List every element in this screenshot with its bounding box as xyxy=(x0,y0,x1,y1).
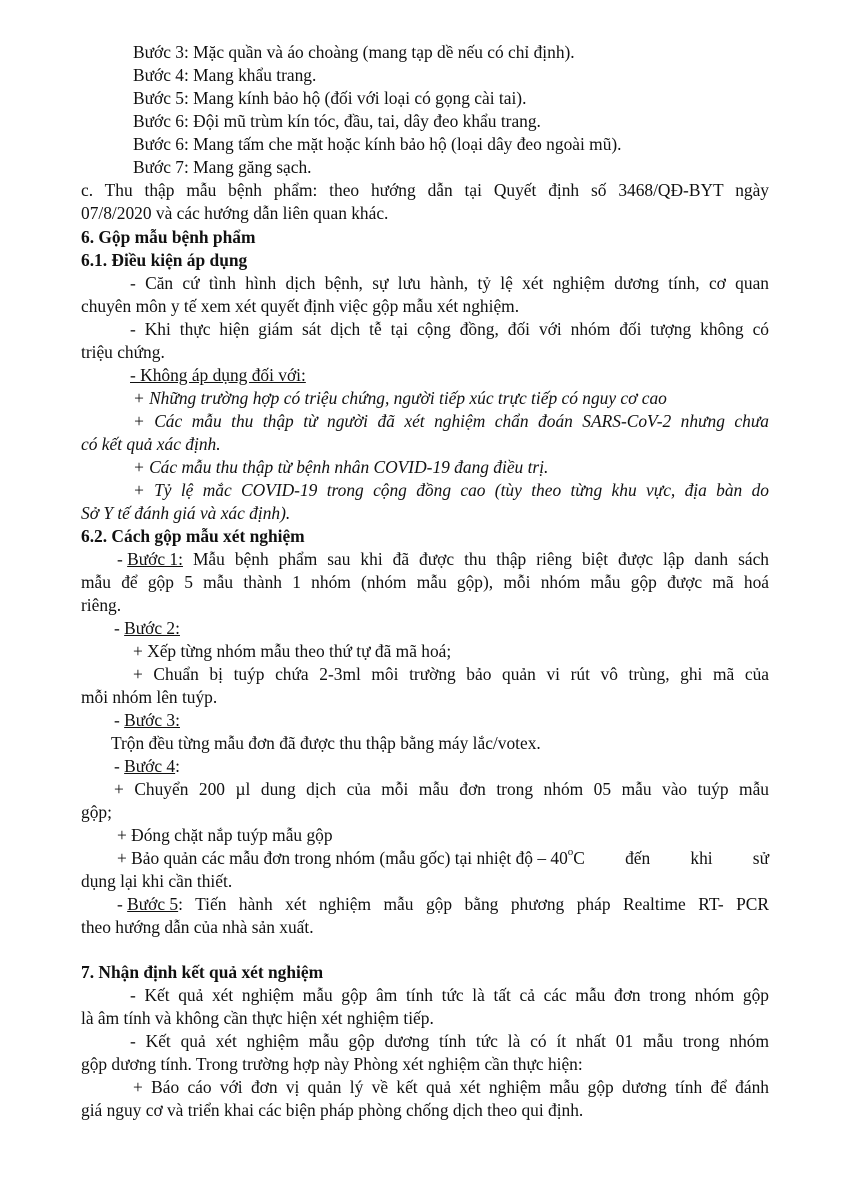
list-item: + Tỷ lệ mắc COVID-19 trong cộng đồng cao (tùy theo từng khu vực, địa bàn do xyxy=(133,480,769,500)
collection-line: 07/8/2020 và các hướng dẫn liên quan khác. xyxy=(81,203,389,223)
paragraph-line: - Kết quả xét nghiệm mẫu gộp âm tính tức là tất cả các mẫu đơn trong nhóm gộp xyxy=(130,985,769,1005)
step-line: Bước 5: Mang kính bảo hộ (đối với loại có gọng cài tai). xyxy=(133,88,527,108)
paragraph-line: Trộn đều từng mẫu đơn đã được thu thập bằng máy lắc/votex. xyxy=(111,733,541,753)
list-item: + Những trường hợp có triệu chứng, người tiếp xúc trực tiếp có nguy cơ cao xyxy=(133,388,667,408)
step-label: Bước 4 xyxy=(124,756,176,776)
subsection-heading: 6.2. Cách gộp mẫu xét nghiệm xyxy=(81,526,305,546)
paragraph-line: chuyên môn y tế xem xét quyết định việc gộp mẫu xét nghiệm. xyxy=(81,296,520,316)
not-apply-label: - Không áp dụng đối với: xyxy=(130,365,306,385)
paragraph-line: gộp dương tính. Trong trường hợp này Phòng xét nghiệm cần thực hiện: xyxy=(81,1054,583,1074)
step-line: Bước 6: Mang tấm che mặt hoặc kính bảo hộ (loại dây đeo ngoài mũ). xyxy=(133,134,622,154)
list-item: + Đóng chặt nắp tuýp mẫu gộp xyxy=(117,825,333,845)
list-item: Sở Y tế đánh giá và xác định). xyxy=(81,503,291,523)
list-item: + Chuyển 200 µl dung dịch của mỗi mẫu đơn trong nhóm 05 mẫu vào tuýp mẫu xyxy=(114,779,769,799)
list-item: mỗi nhóm lên tuýp. xyxy=(81,687,218,707)
list-item: + Các mẫu thu thập từ người đã xét nghiệm chẩn đoán SARS-CoV-2 nhưng chưa xyxy=(133,411,769,431)
step-prefix: - xyxy=(114,756,125,776)
paragraph-line: triệu chứng. xyxy=(81,342,165,362)
step-label: Bước 5 xyxy=(127,894,179,914)
paragraph-line: theo hướng dẫn của nhà sản xuất. xyxy=(81,917,314,937)
list-item: + Chuẩn bị tuýp chứa 2-3ml môi trường bảo quản vi rút vô trùng, ghi mã của xyxy=(133,664,769,684)
step-line: Bước 3: Mặc quần và áo choàng (mang tạp dề nếu có chỉ định). xyxy=(133,42,575,62)
step-colon: : xyxy=(175,756,180,776)
paragraph-line: riêng. xyxy=(81,595,122,615)
section-heading: 6. Gộp mẫu bệnh phẩm xyxy=(81,227,256,247)
step-prefix: - xyxy=(114,618,125,638)
step-label: Bước 2: xyxy=(124,618,180,638)
list-item: + Các mẫu thu thập từ bệnh nhân COVID-19 đang điều trị. xyxy=(133,457,549,477)
paragraph-line: - Căn cứ tình hình dịch bệnh, sự lưu hành, tỷ lệ xét nghiệm dương tính, cơ quan xyxy=(130,273,769,293)
step-label: Bước 3: xyxy=(124,710,180,730)
step-line: Bước 6: Đội mũ trùm kín tóc, đầu, tai, dây đeo khẩu trang. xyxy=(133,111,541,131)
paragraph-line: mẫu để gộp 5 mẫu thành 1 nhóm (nhóm mẫu gộp), mỗi nhóm mẫu gộp được mã hoá xyxy=(81,572,769,592)
step-prefix: - xyxy=(114,710,125,730)
section-heading: 7. Nhận định kết quả xét nghiệm xyxy=(81,962,324,982)
step-label: Bước 1: xyxy=(127,549,183,569)
step-4-line xyxy=(114,755,180,778)
list-item: có kết quả xác định. xyxy=(81,434,221,454)
list-item xyxy=(117,847,769,870)
step-2-line xyxy=(114,617,180,640)
step-line: Bước 7: Mang găng sạch. xyxy=(133,157,312,177)
paragraph-line: - Kết quả xét nghiệm mẫu gộp dương tính tức là có ít nhất 01 mẫu trong nhóm xyxy=(130,1031,769,1051)
degree-superscript: o xyxy=(567,846,574,858)
collection-line: c. Thu thập mẫu bệnh phẩm: theo hướng dẫn tại Quyết định số 3468/QĐ-BYT ngày xyxy=(81,180,769,200)
step-line: Bước 4: Mang khẩu trang. xyxy=(133,65,317,85)
paragraph-line: là âm tính và không cần thực hiện xét nghiệm tiếp. xyxy=(81,1008,434,1028)
step-prefix: - xyxy=(117,894,128,914)
list-item: + Xếp từng nhóm mẫu theo thứ tự đã mã hoá; xyxy=(133,641,452,661)
paragraph-line: giá nguy cơ và triển khai các biện pháp phòng chống dịch theo qui định. xyxy=(81,1100,584,1120)
subsection-heading: 6.1. Điều kiện áp dụng xyxy=(81,250,248,270)
step-1-line xyxy=(117,548,769,571)
list-item-text: C đến khi sử xyxy=(573,848,769,868)
step-5-line xyxy=(117,893,769,916)
list-item-text: + Bảo quản các mẫu đơn trong nhóm (mẫu gốc) tại nhiệt độ – 40 xyxy=(117,848,568,868)
step-text: Mẫu bệnh phẩm sau khi đã được thu thập riêng biệt được lập danh sách xyxy=(182,549,769,569)
list-item: dụng lại khi cần thiết. xyxy=(81,871,233,891)
list-item: gộp; xyxy=(81,802,112,822)
step-3-line xyxy=(114,709,180,732)
paragraph-line: + Báo cáo với đơn vị quản lý về kết quả xét nghiệm mẫu gộp dương tính để đánh xyxy=(133,1077,769,1097)
step-prefix: - xyxy=(117,549,128,569)
paragraph-line: - Khi thực hiện giám sát dịch tễ tại cộng đồng, đối với nhóm đối tượng không có xyxy=(130,319,769,339)
step-text: : Tiến hành xét nghiệm mẫu gộp bằng phương pháp Realtime RT- PCR xyxy=(178,894,769,914)
